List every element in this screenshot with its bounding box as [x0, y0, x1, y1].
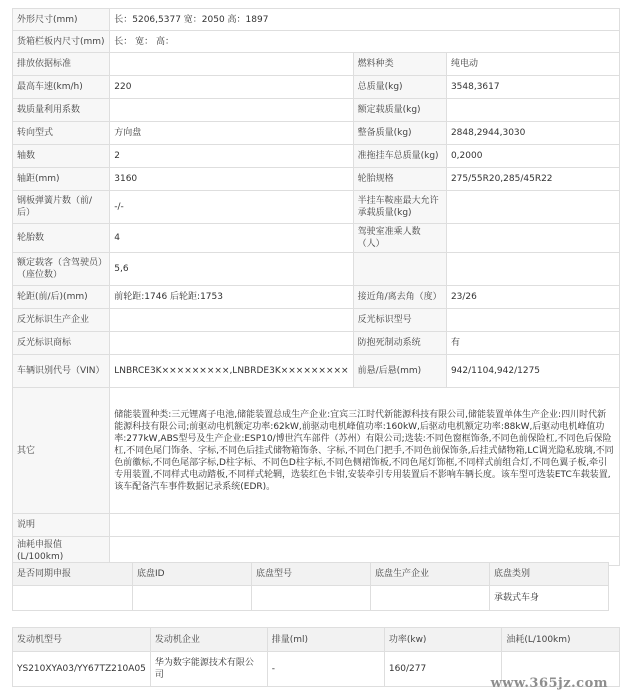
spec-label: 轴数 — [13, 145, 110, 168]
engine-header-row — [13, 628, 620, 652]
spec-label: 说明 — [13, 514, 110, 537]
engine-model-cell: YS210XYA03/YY67TZ210A05 — [13, 652, 151, 687]
chassis-data-row — [13, 586, 609, 611]
engine-header-cell: 排量(ml) — [267, 628, 384, 652]
spec-label: 前悬/后悬(mm) — [353, 355, 446, 388]
engine-header-cell: 发动机企业 — [150, 628, 267, 652]
spec-value — [446, 309, 619, 332]
spec-label: 其它 — [13, 388, 110, 514]
spec-value: 3160 — [110, 168, 353, 191]
spec-row — [13, 53, 620, 76]
spec-value: 2 — [110, 145, 353, 168]
spec-row — [13, 191, 620, 224]
vehicle-params-table — [12, 8, 620, 566]
engine-header-cell: 功率(kw) — [384, 628, 501, 652]
spec-label: 额定载客（含驾驶员）（座位数） — [13, 253, 110, 286]
engine-company-cell: 华为数字能源技术有限公司 — [150, 652, 267, 687]
spec-value — [110, 53, 353, 76]
spec-value: 前轮距:1746 后轮距:1753 — [110, 286, 353, 309]
spec-value: 2848,2944,3030 — [446, 122, 619, 145]
spec-row — [13, 145, 620, 168]
spec-value: 220 — [110, 76, 353, 99]
spec-label: 反光标识商标 — [13, 332, 110, 355]
spec-value — [446, 191, 619, 224]
spec-value: 0,2000 — [446, 145, 619, 168]
engine-power-cell: 160/277 — [384, 652, 501, 687]
spec-label: 接近角/离去角（度） — [353, 286, 446, 309]
spec-row — [13, 122, 620, 145]
spec-value: 3548,3617 — [446, 76, 619, 99]
spec-value: 长：5206,5377 宽：2050 高：1897 — [110, 9, 620, 31]
spec-label: 油耗申报值(L/100km) — [13, 537, 110, 566]
spec-label: 轮胎数 — [13, 224, 110, 253]
spec-value — [110, 514, 620, 537]
spec-label: 反光标识生产企业 — [13, 309, 110, 332]
spec-label: 转向型式 — [13, 122, 110, 145]
spec-row — [13, 9, 620, 31]
spec-label: 车辆识别代号（VIN） — [13, 355, 110, 388]
spec-value — [110, 309, 353, 332]
spec-label: 排放依据标准 — [13, 53, 110, 76]
spec-row — [13, 99, 620, 122]
spec-row — [13, 31, 620, 53]
spec-label: 总质量(kg) — [353, 76, 446, 99]
spec-row — [13, 253, 620, 286]
chassis-header-cell: 底盘型号 — [252, 563, 371, 586]
spec-label: 防抱死制动系统 — [353, 332, 446, 355]
spec-value: 有 — [446, 332, 619, 355]
spec-label: 驾驶室准乘人数（人） — [353, 224, 446, 253]
spec-row — [13, 355, 620, 388]
chassis-header-cell: 底盘类别 — [490, 563, 609, 586]
spec-label: 半挂车鞍座最大允许承载质量(kg) — [353, 191, 446, 224]
spec-row — [13, 514, 620, 537]
spec-value: 4 — [110, 224, 353, 253]
spec-label: 轮距(前/后)(mm) — [13, 286, 110, 309]
spec-value — [446, 99, 619, 122]
chassis-cell: 承载式车身 — [490, 586, 609, 611]
chassis-table — [12, 562, 609, 611]
chassis-header-row — [13, 563, 609, 586]
spec-value: -/- — [110, 191, 353, 224]
spec-row — [13, 168, 620, 191]
spec-value — [110, 99, 353, 122]
spec-label: 反光标识型号 — [353, 309, 446, 332]
spec-label — [353, 253, 446, 286]
spec-label: 轮胎规格 — [353, 168, 446, 191]
spec-label: 外形尺寸(mm) — [13, 9, 110, 31]
chassis-header-cell: 是否同期申报 — [13, 563, 133, 586]
spec-row — [13, 309, 620, 332]
spec-value — [446, 224, 619, 253]
spec-label: 最高车速(km/h) — [13, 76, 110, 99]
spec-value — [446, 253, 619, 286]
spec-value: 23/26 — [446, 286, 619, 309]
spec-value: 275/55R20,285/45R22 — [446, 168, 619, 191]
spec-value: 5,6 — [110, 253, 353, 286]
spec-label: 载质量利用系数 — [13, 99, 110, 122]
spec-value: 方向盘 — [110, 122, 353, 145]
spec-value: 储能装置种类:三元锂离子电池,储能装置总成生产企业:宜宾三江时代新能源科技有限公司,储能装置单体生产企业:四川时代新能源科技有限公司;前驱动电机额定功率:62kW,前驱动电机峰值功率:160kW,后驱动电机额定功率:88kW,后驱动电机峰值功率:277kW,ABS型号及生产企业:ESP10/博世汽车部件（苏州）有限公司;选装:不同色窗框饰条,不同色前保险杠,不同色后保险杠,不同色尾门饰条、字标,不同色后挂式储物箱饰条、字标,不同色门把手,不同色前保饰条,后挂式储物箱,LC调光隐私玻璃,不同色前徽标,不同色尾部字标,D柱字标、不同色D柱字标,不同色侧裙饰板,不同色尾灯饰框,不同样式前组合灯,不同色翼子板,牵引专用装置,不同样式电动踏板,不同样式轮辋，选装红色卡钳,安装牵引专用装置后不影响车辆长度。该车型可选装ETC车载装置,该车配备汽车事件数据记录系统(EDR)。 — [110, 388, 620, 514]
spec-label: 额定载质量(kg) — [353, 99, 446, 122]
site-watermark: www.365jz.com — [490, 676, 608, 691]
spec-label: 轴距(mm) — [13, 168, 110, 191]
chassis-cell — [13, 586, 133, 611]
chassis-header-cell: 底盘ID — [133, 563, 252, 586]
spec-row — [13, 76, 620, 99]
spec-row — [13, 224, 620, 253]
spec-row — [13, 388, 620, 514]
spec-row — [13, 332, 620, 355]
engine-header-cell: 发动机型号 — [13, 628, 151, 652]
spec-label: 货箱栏板内尺寸(mm) — [13, 31, 110, 53]
spec-value — [110, 332, 353, 355]
spec-label: 钢板弹簧片数（前/后） — [13, 191, 110, 224]
engine-header-cell: 油耗(L/100km) — [502, 628, 620, 652]
spec-value: 长： 宽： 高： — [110, 31, 620, 53]
chassis-cell — [371, 586, 490, 611]
spec-value: 纯电动 — [446, 53, 619, 76]
chassis-header-cell: 底盘生产企业 — [371, 563, 490, 586]
chassis-cell — [133, 586, 252, 611]
chassis-cell — [252, 586, 371, 611]
spec-label: 准拖挂车总质量(kg) — [353, 145, 446, 168]
spec-label: 燃料种类 — [353, 53, 446, 76]
spec-value: LNBRCE3K×××××××××,LNBRDE3K××××××××× — [110, 355, 353, 388]
spec-value: 942/1104,942/1275 — [446, 355, 619, 388]
spec-label: 整备质量(kg) — [353, 122, 446, 145]
engine-displacement-cell: - — [267, 652, 384, 687]
spec-row — [13, 286, 620, 309]
